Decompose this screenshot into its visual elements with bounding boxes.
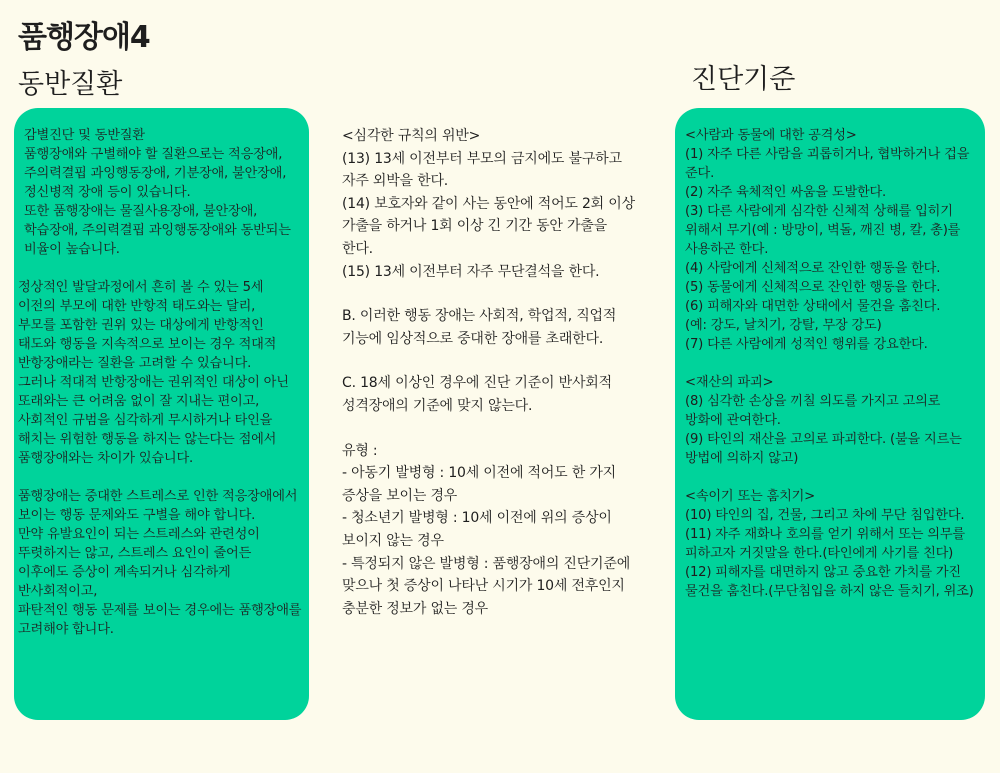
criterion-c-paragraph: C. 18세 이상인 경우에 진단 기준이 반사회적 성격장애의 기준에 맞지 않는다. bbox=[342, 375, 612, 414]
oppositional-defiant-paragraph: 정상적인 발달과정에서 흔히 볼 수 있는 5세 이전의 부모에 대한 반항적 태도와는 달리, 부모를 포함한 권위 있는 대상에게 반항적인 태도와 행동을 지속적으로 보이는 경우 적대적 반항장애라는 질환을 고려할 수 있습니다. 그러나 적대적 반항장애는 권위적인 대상이 아닌 또래와는 큰 어려움 없이 잘 지내는 편이고, 사회적인 규범을 심각하게 무시하거나 타인을 해치는 위험한 행동을 하지는 않는다는 점에서 품행장애와는 차이가 있습니다. bbox=[18, 280, 289, 466]
property-destruction-paragraph: <재산의 파괴> (8) 심각한 손상을 끼칠 의도를 가지고 고의로 방화에 관여한다. (9) 타인의 재산을 고의로 파괴한다. (불을 지르는 방법에 의하지 않고) bbox=[685, 375, 962, 466]
criterion-b-paragraph: B. 이러한 행동 장애는 사회적, 학업적, 직업적 기능에 임상적으로 중대한 장애를 초래한다. bbox=[342, 308, 617, 347]
adjustment-disorder-paragraph: 품행장애는 중대한 스트레스로 인한 적응장애에서 보이는 행동 문제와도 구별을 해야 합니다. 만약 유발요인이 되는 스트레스와 관련성이 뚜렷하지는 않고, 스트레스 요인이 줄어든 이후에도 증상이 계속되거나 심각하게 반사회적이고, 파탄적인 행동 문제를 보이는 경우에는 품행장애를 고려해야 합니다. bbox=[18, 489, 302, 637]
rule-violation-paragraph: <심각한 규칙의 위반> (13) 13세 이전부터 부모의 금지에도 불구하고 자주 외박을 한다. (14) 보호자와 같이 사는 동안에 적어도 2회 이상 가출을 하거나 1회 이상 긴 기간 동안 가출을 한다. (15) 13세 이전부터 자주 무단결석을 한다. bbox=[342, 128, 635, 280]
page-title: 품행장애4 bbox=[18, 20, 150, 55]
aggression-paragraph: <사람과 동물에 대한 공격성> (1) 자주 다른 사람을 괴롭히거나, 협박하거나 겁을 준다. (2) 자주 육체적인 싸움을 도발한다. (3) 다른 사람에게 심각한 신체적 상해를 입히기 위해서 무기(예 : 방망이, 벽돌, 깨진 병, 칼, 총)를 사용하곤 한다. (4) 사람에게 신체적으로 잔인한 행동을 한다. (5) 동물에게 신체적으로 잔인한 행동을 한다. (6) 피해자와 대면한 상태에서 물건을 훔친다. (예: 강도, 날치기, 강탈, 무장 강도) (7) 다른 사람에게 성적인 행위를 강요한다. bbox=[685, 128, 970, 352]
diagnostic-criteria-heading: 진단기준 bbox=[691, 64, 796, 95]
criteria-middle-column bbox=[342, 125, 642, 642]
deceit-theft-paragraph: <속이기 또는 훔치기> (10) 타인의 집, 건물, 그리고 차에 무단 침입한다. (11) 자주 재화나 호의를 얻기 위해서 또는 의무를 피하고자 거짓말을 한다.(타인에게 사기를 친다) (12) 피해자를 대면하지 않고 중요한 가치를 가진 물건을 훔친다.(무단침입을 하지 않은 들치기, 위조) bbox=[685, 489, 974, 599]
subtypes-paragraph: 유형 : - 아동기 발병형 : 10세 이전에 적어도 한 가지 증상을 보이는 경우 - 청소년기 발병형 : 10세 이전에 위의 증상이 보이지 않는 경우 - 특정되지 않은 발병형 : 품행장애의 진단기준에 맞으나 첫 증상이 나타난 시기가 10세 전후인지 충분한 정보가 없는 경우 bbox=[342, 442, 631, 617]
diagnostic-criteria-panel bbox=[675, 108, 985, 720]
differential-diagnosis-paragraph: 감별진단 및 동반질환 품행장애와 구별해야 할 질환으로는 적응장애, 주의력결핍 과잉행동장애, 기분장애, 불안장애, 정신병적 장애 등이 있습니다. 또한 품행장애는 물질사용장애, 불안장애, 학습장애, 주의력결핍 과잉행동장애와 동반되는 비율이 높습니다. bbox=[24, 128, 291, 257]
comorbidity-panel bbox=[14, 108, 309, 720]
comorbidity-heading: 동반질환 bbox=[18, 69, 123, 100]
